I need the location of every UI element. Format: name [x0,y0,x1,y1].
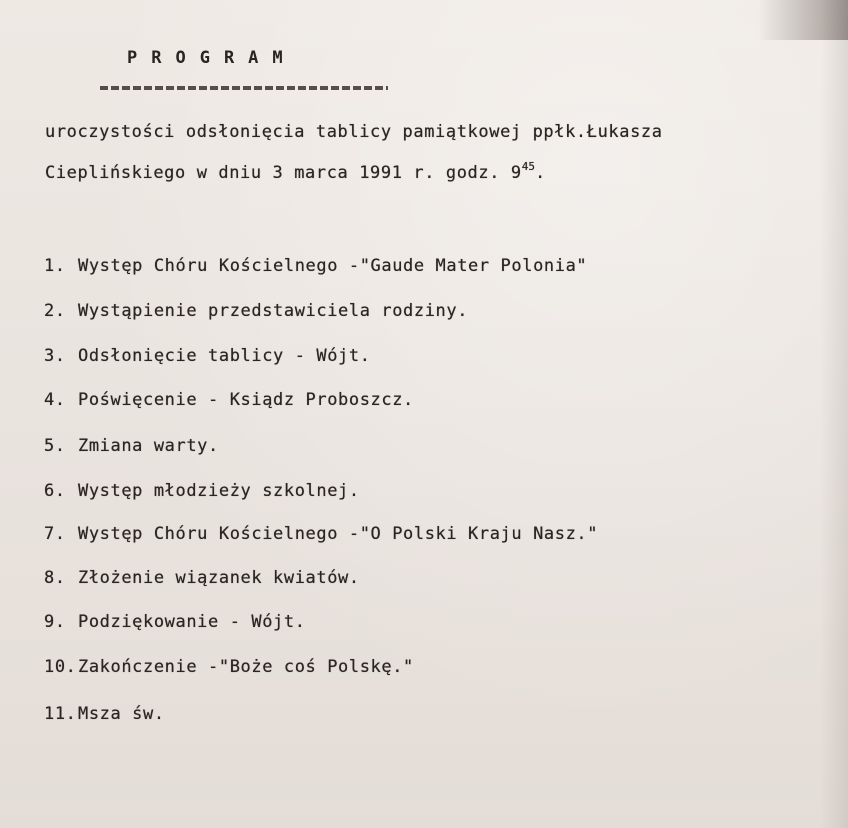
list-item [44,301,468,321]
item-text: Występ Chóru Kościelnego -"Gaude Mater Polonia" [78,256,588,276]
item-text: Podziękowanie - Wójt. [78,612,306,632]
item-number: 4. [44,390,66,410]
list-item [44,390,414,410]
list-item [44,612,306,632]
list-item [44,256,587,276]
item-number: 3. [44,346,66,366]
item-number: 8. [44,568,66,588]
item-number: 2. [44,301,66,321]
heading-underline [100,86,388,90]
list-item [44,568,360,588]
list-item [44,657,414,677]
page-side-shadow [820,0,848,828]
intro-line-2-text: Cieplińskiego w dniu 3 marca 1991 r. godz. 9 [45,163,522,183]
item-text: Odsłonięcie tablicy - Wójt. [78,346,371,366]
time-minutes-superscript: 45 [521,160,535,173]
item-text: Występ Chóru Kościelnego -"O Polski Kraju Nasz." [78,524,599,544]
list-item [44,704,165,724]
item-text: Wystąpienie przedstawiciela rodziny. [78,301,469,321]
item-number: 6. [44,481,66,501]
item-number: 1. [44,256,66,276]
item-text: Występ młodzieży szkolnej. [78,481,360,501]
item-text: Msza św. [78,704,165,724]
item-text: Poświęcenie - Ksiądz Proboszcz. [78,390,414,410]
list-item [44,346,371,366]
item-text: Zakończenie -"Boże coś Polskę." [78,657,414,677]
list-item [44,524,598,544]
intro-line-2-end: . [534,163,546,183]
item-text: Złożenie wiązanek kwiatów. [78,568,360,588]
intro-line-1: uroczystości odsłonięcia tablicy pamiątkowej ppłk.Łukasza [45,122,663,142]
item-number: 5. [44,436,66,456]
item-number: 11. [44,704,77,724]
item-number: 9. [44,612,66,632]
item-text: Zmiana warty. [78,436,219,456]
program-heading: PROGRAM [127,48,297,68]
list-item [44,481,360,501]
intro-line-2 [45,160,546,183]
item-number: 7. [44,524,66,544]
item-number: 10. [44,657,77,677]
list-item [44,436,219,456]
